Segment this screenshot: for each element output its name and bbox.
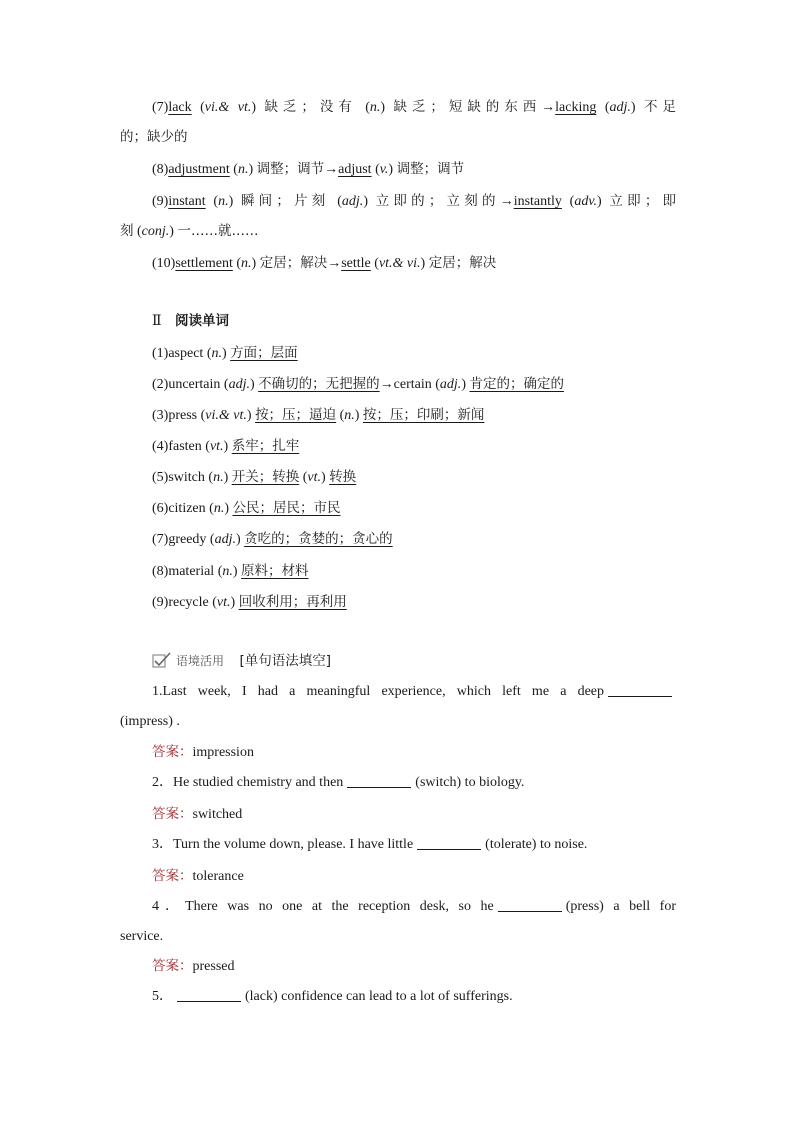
- headword: uncertain: [168, 377, 221, 392]
- answer-text: pressed: [192, 959, 235, 974]
- meaning: 调整；调节: [256, 161, 325, 177]
- headword: press: [168, 408, 198, 423]
- part-of-speech: n.: [213, 470, 224, 485]
- part-of-speech: n.: [237, 162, 249, 177]
- question-text: 1.Last week, I had a meaningful experience, which left me a deep: [152, 684, 604, 699]
- meaning: 缺乏；没有: [264, 99, 357, 115]
- question-text: 5．: [152, 989, 173, 1004]
- entry-number: (7): [152, 100, 169, 115]
- entry-number: (9): [152, 595, 169, 610]
- part-of-speech: n.: [211, 346, 222, 361]
- meaning: 肯定的；确定的: [469, 376, 564, 392]
- meaning: 刻: [120, 223, 134, 239]
- entry-number: (8): [152, 564, 169, 579]
- meaning: 方面；层面: [230, 345, 298, 361]
- headword: citizen: [168, 501, 206, 516]
- answer-label: 答案：: [152, 868, 193, 884]
- entry-number: (2): [152, 377, 169, 392]
- question-text: 4．There was no one at the reception desk, so he: [152, 899, 494, 914]
- headword: switch: [168, 470, 205, 485]
- answer-2: [152, 803, 676, 826]
- question-5: [152, 986, 676, 1008]
- reading-word-switch: (5)switch (n.) 开关；转换 (vt.) 转换: [152, 469, 357, 485]
- answer-blank: [417, 835, 481, 850]
- meaning: 缺乏；短缺的东西: [393, 99, 542, 115]
- entry-number: (6): [152, 501, 169, 516]
- part-of-speech: vt.: [307, 470, 322, 485]
- reading-word-fasten: (4)fasten (vt.) 系牢；扎牢: [152, 438, 300, 454]
- meaning: 原料；材料: [241, 563, 309, 579]
- meaning: 开关；转换: [231, 469, 300, 485]
- part-of-speech: n.: [241, 256, 252, 271]
- meaning: 立即的；立刻的: [375, 193, 500, 209]
- answer-blank: [498, 897, 562, 912]
- answer-text: tolerance: [192, 869, 244, 884]
- meaning: 贪吃的；贪婪的；贪心的: [244, 531, 393, 547]
- vocab-entry-instant-continued: 刻 (conj.) 一……就……: [120, 223, 259, 239]
- exercise-badge: 语境活用: [176, 654, 225, 668]
- derived-word: adjust: [338, 162, 372, 177]
- headword: lack: [168, 100, 192, 115]
- answer-blank: [177, 987, 241, 1002]
- headword: material: [168, 564, 215, 579]
- part-of-speech: vt.: [209, 439, 224, 454]
- derived-word: lacking: [555, 100, 597, 115]
- question-1: [152, 681, 676, 703]
- question-text: (switch) to biology.: [415, 775, 525, 790]
- answer-blank: [608, 682, 672, 697]
- part-of-speech: n.: [213, 501, 225, 516]
- question-3: [152, 834, 676, 856]
- part-of-speech: n.: [344, 408, 355, 423]
- answer-label: 答案：: [152, 958, 193, 974]
- meaning: 立即；即: [609, 193, 677, 209]
- part-of-speech: n.: [222, 564, 233, 579]
- question-text: (tolerate) to noise.: [485, 837, 588, 852]
- meaning: 转换: [329, 469, 357, 485]
- vocab-entry-adjustment: (8)adjustment (n.) 调整；调节→adjust (v.) 调整；调节: [152, 161, 465, 177]
- answer-text: impression: [192, 745, 254, 760]
- answer-3: [152, 865, 676, 888]
- entry-number: (7): [152, 532, 169, 547]
- answer-blank: [347, 773, 411, 788]
- entry-number: (8): [152, 162, 169, 177]
- question-4: [152, 896, 676, 918]
- arrow: →: [324, 162, 339, 177]
- vocab-entry-lack: (7)lack (vi.& vt.) 缺乏；没有 (n.) 缺乏；短缺的东西→lacking (adj.) 不足: [152, 99, 676, 115]
- section-heading: [152, 310, 676, 333]
- checkmark-icon: [152, 652, 172, 668]
- derived-word: instantly: [513, 194, 562, 209]
- part-of-speech: vt.& vi.: [378, 256, 421, 271]
- part-of-speech: adj.: [214, 532, 236, 547]
- vocab-entry-lack-continued: 的；缺少的: [120, 129, 188, 145]
- question-text: 3．Turn the volume down, please. I have little: [152, 837, 414, 852]
- answer-text: switched: [192, 807, 243, 822]
- section-numeral: Ⅱ: [152, 314, 162, 329]
- headword: adjustment: [168, 162, 230, 177]
- exercise-title: [单句语法填空]: [239, 653, 332, 669]
- arrow: →: [499, 194, 514, 209]
- meaning: 公民；居民；市民: [232, 500, 341, 516]
- reading-word-aspect: (1)aspect (n.) 方面；层面: [152, 345, 298, 361]
- headword: recycle: [168, 595, 209, 610]
- part-of-speech: adj.: [341, 194, 364, 209]
- headword: fasten: [168, 439, 202, 454]
- entry-number: (9): [152, 194, 169, 209]
- meaning: 不确切的；无把握的: [258, 376, 380, 392]
- arrow: →: [379, 377, 394, 392]
- meaning: 定居；解决: [428, 255, 497, 271]
- meaning: 瞬间；片刻: [240, 193, 330, 209]
- question-4-continued: service.: [120, 929, 164, 944]
- answer-label: 答案：: [152, 744, 193, 760]
- part-of-speech: adj.: [609, 100, 631, 115]
- entry-number: (10): [152, 256, 176, 271]
- derived-word: settle: [341, 256, 371, 271]
- question-2: [152, 772, 676, 794]
- entry-number: (5): [152, 470, 169, 485]
- reading-word-material: (8)material (n.) 原料；材料: [152, 563, 309, 579]
- question-text: 2．He studied chemistry and then: [152, 775, 344, 790]
- meaning: 按；压；逼迫: [255, 407, 337, 423]
- meaning: 定居；解决: [259, 255, 328, 271]
- vocab-entry-settlement: (10)settlement (n.) 定居；解决→settle (vt.& vi.) 定居；解决: [152, 255, 497, 271]
- headword: aspect: [168, 346, 204, 361]
- headword: instant: [168, 194, 206, 209]
- reading-word-citizen: (6)citizen (n.) 公民；居民；市民: [152, 500, 341, 516]
- part-of-speech: v.: [379, 162, 389, 177]
- question-text: (lack) confidence can lead to a lot of sufferings.: [245, 989, 513, 1004]
- part-of-speech: adj.: [439, 377, 462, 392]
- meaning: 按；压；印刷；新闻: [362, 407, 485, 423]
- reading-word-greedy: (7)greedy (adj.) 贪吃的；贪婪的；贪心的: [152, 531, 393, 547]
- question-text: (press) a bell for: [565, 899, 676, 914]
- part-of-speech: vi.& vt.: [205, 408, 247, 423]
- reading-word-uncertain: (2)uncertain (adj.) 不确切的；无把握的→certain (adj.) 肯定的；确定的: [152, 376, 564, 392]
- reading-word-recycle: (9)recycle (vt.) 回收利用；再利用: [152, 594, 347, 610]
- part-of-speech: conj.: [141, 224, 170, 239]
- entry-number: (3): [152, 408, 169, 423]
- reading-word-press: (3)press (vi.& vt.) 按；压；逼迫 (n.) 按；压；印刷；新闻: [152, 407, 485, 423]
- entry-number: (1): [152, 346, 169, 361]
- part-of-speech: n.: [218, 194, 229, 209]
- answer-4: [152, 955, 676, 978]
- section-title: 阅读单词: [175, 313, 230, 329]
- derived-word: certain: [393, 377, 432, 392]
- meaning: 回收利用；再利用: [238, 594, 347, 610]
- vocab-entry-instant: (9)instant (n.) 瞬间；片刻 (adj.) 立即的；立刻的→instantly (adv.) 立即；即: [152, 193, 677, 209]
- entry-number: (4): [152, 439, 169, 454]
- meaning: 调整；调节: [396, 161, 465, 177]
- exercise-heading: [152, 650, 676, 673]
- headword: settlement: [175, 256, 233, 271]
- arrow: →: [327, 256, 342, 271]
- part-of-speech: n.: [369, 100, 381, 115]
- meaning: 不足: [644, 99, 676, 115]
- arrow: →: [541, 100, 556, 115]
- meaning: 系牢；扎牢: [231, 438, 300, 454]
- part-of-speech: adv.: [574, 194, 598, 209]
- part-of-speech: vi.& vt.: [204, 100, 252, 115]
- part-of-speech: adj.: [228, 377, 250, 392]
- headword: greedy: [168, 532, 207, 547]
- answer-1: [152, 741, 676, 764]
- part-of-speech: vt.: [216, 595, 231, 610]
- question-1-continued: (impress) .: [120, 714, 180, 729]
- answer-label: 答案：: [152, 806, 193, 822]
- meaning: 一……就……: [177, 223, 259, 239]
